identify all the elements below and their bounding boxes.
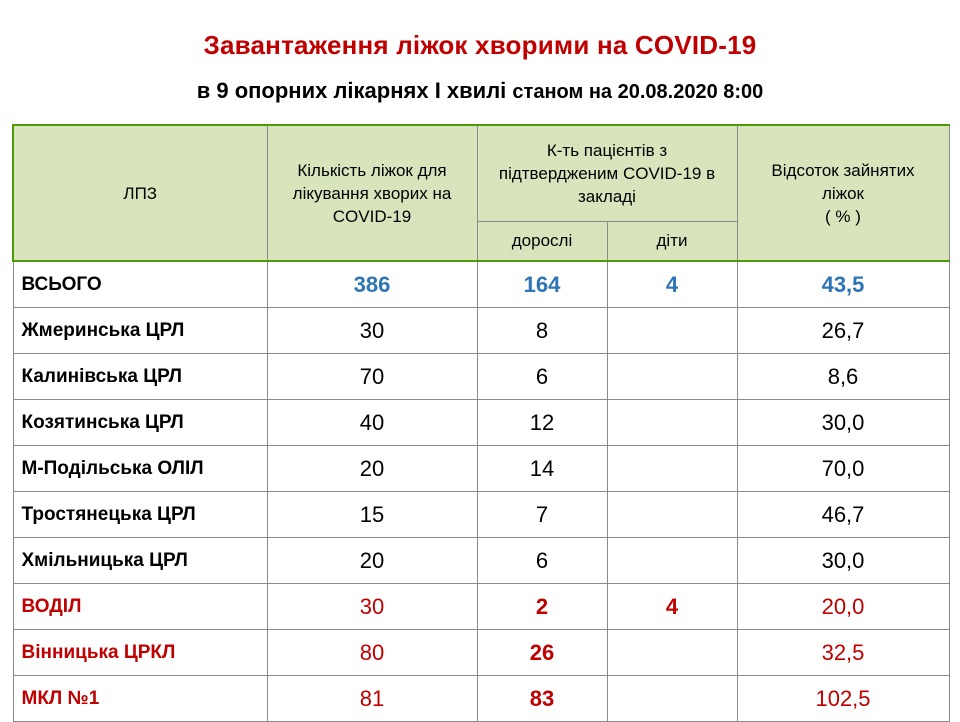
row-children	[607, 354, 737, 400]
header-percent-label: Відсоток зайнятих ліжок	[771, 160, 915, 203]
row-percent: 102,5	[737, 676, 949, 722]
row-adults: 164	[477, 261, 607, 308]
table-row	[13, 584, 949, 630]
row-children	[607, 492, 737, 538]
header-beds: Кількість ліжок для лікування хворих на COVID-19	[267, 125, 477, 261]
row-children: 4	[607, 584, 737, 630]
row-children	[607, 676, 737, 722]
row-children	[607, 400, 737, 446]
row-name: Калинівська ЦРЛ	[13, 354, 267, 400]
header-percent	[737, 125, 949, 261]
row-percent: 8,6	[737, 354, 949, 400]
row-adults: 26	[477, 630, 607, 676]
header-patients: К-ть пацієнтів з підтвердженим COVID-19 в закладі	[477, 125, 737, 221]
page-subtitle	[0, 78, 960, 104]
row-beds: 20	[267, 538, 477, 584]
row-percent: 43,5	[737, 261, 949, 308]
header-lpz: ЛПЗ	[13, 125, 267, 261]
row-beds: 30	[267, 584, 477, 630]
row-children	[607, 538, 737, 584]
row-adults: 8	[477, 308, 607, 354]
row-percent: 30,0	[737, 538, 949, 584]
row-children: 4	[607, 261, 737, 308]
row-beds: 81	[267, 676, 477, 722]
table-row	[13, 538, 949, 584]
row-adults: 12	[477, 400, 607, 446]
page-title: Завантаження ліжок хворими на COVID-19	[203, 30, 757, 60]
table-row	[13, 446, 949, 492]
row-percent: 30,0	[737, 400, 949, 446]
row-percent: 70,0	[737, 446, 949, 492]
row-beds: 30	[267, 308, 477, 354]
row-name: Вінницька ЦРКЛ	[13, 630, 267, 676]
table-row	[13, 308, 949, 354]
row-adults: 6	[477, 354, 607, 400]
row-name: ВСЬОГО	[13, 261, 267, 308]
row-percent: 46,7	[737, 492, 949, 538]
table-row	[13, 676, 949, 722]
row-children	[607, 446, 737, 492]
row-percent: 20,0	[737, 584, 949, 630]
row-beds: 15	[267, 492, 477, 538]
row-name: ВОДІЛ	[13, 584, 267, 630]
table-row	[13, 354, 949, 400]
row-beds: 386	[267, 261, 477, 308]
row-beds: 70	[267, 354, 477, 400]
row-name: Козятинська ЦРЛ	[13, 400, 267, 446]
bed-occupancy-table	[12, 124, 950, 722]
header-children: діти	[607, 221, 737, 261]
header-adults: дорослі	[477, 221, 607, 261]
row-name: Тростянецька ЦРЛ	[13, 492, 267, 538]
table-row	[13, 492, 949, 538]
row-name: Хмільницька ЦРЛ	[13, 538, 267, 584]
row-adults: 6	[477, 538, 607, 584]
row-adults: 14	[477, 446, 607, 492]
row-children	[607, 630, 737, 676]
row-beds: 80	[267, 630, 477, 676]
row-beds: 40	[267, 400, 477, 446]
row-percent: 26,7	[737, 308, 949, 354]
row-adults: 2	[477, 584, 607, 630]
subtitle-main: в 9 опорних лікарнях І хвилі	[196, 78, 513, 103]
table-row	[13, 400, 949, 446]
subtitle-status: станом на 20.08.2020 8:00	[512, 81, 764, 103]
row-children	[607, 308, 737, 354]
row-adults: 7	[477, 492, 607, 538]
header-percent-unit: ( % )	[825, 206, 861, 226]
row-adults: 83	[477, 676, 607, 722]
row-name: МКЛ №1	[13, 676, 267, 722]
table-row-total	[13, 261, 949, 308]
table-row	[13, 630, 949, 676]
row-name: М-Подільська ОЛІЛ	[13, 446, 267, 492]
row-beds: 20	[267, 446, 477, 492]
row-percent: 32,5	[737, 630, 949, 676]
row-name: Жмеринська ЦРЛ	[13, 308, 267, 354]
